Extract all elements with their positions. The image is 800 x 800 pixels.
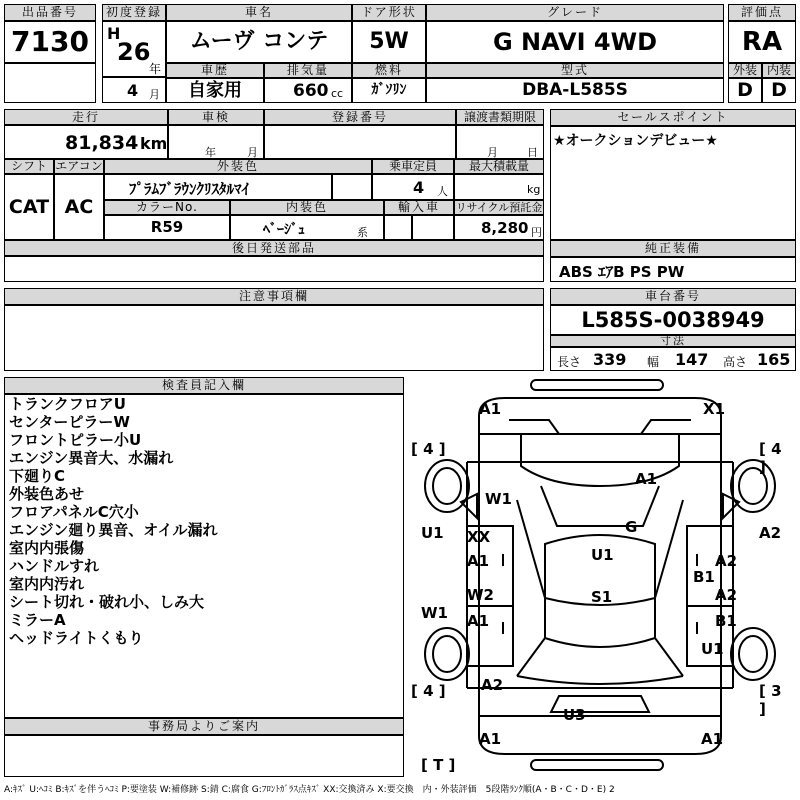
chassis-number: L585S-0038949 — [550, 305, 796, 335]
door-type: 5W — [352, 21, 426, 63]
recycle-header: リサイクル預託金 — [455, 201, 543, 214]
cc: 660 — [293, 81, 329, 101]
inspection-cell — [168, 125, 264, 159]
dmg-quarter-right: U1 — [701, 640, 724, 658]
dmg-fender-left: W1 — [485, 490, 512, 508]
interior-grade: D — [762, 78, 796, 103]
inspector-line: フロアパネルC穴小 — [9, 503, 139, 521]
ac: AC — [54, 174, 104, 240]
later-parts-header: 後日発送部品 — [4, 240, 544, 256]
history: 自家用 — [166, 78, 264, 103]
legend: A:ｷｽﾞ U:ﾍｺﾐ B:ｷｽﾞを伴うﾍｺﾐ P:要塗装 W:補修跡 S:錆 C:腐食 G:ﾌﾛﾝﾄｶﾞﾗｽ点ｷｽﾞ XX:交換済み X:要交換 内・外装評価 5段階ﾗﾝｸ順(A・B・C・D・E) 2 — [4, 785, 615, 795]
inspection-header: 車検 — [168, 109, 264, 125]
exterior-header: 外装 — [728, 63, 762, 78]
tire-front-right: [ 4 ] — [759, 440, 782, 476]
dmg-pillar-left: U1 — [421, 524, 444, 542]
notes-body — [4, 305, 544, 371]
capacity-unit: 人 — [437, 185, 448, 198]
inspection-year-unit: 年 — [205, 146, 216, 159]
genuine-equipment-body — [550, 257, 796, 282]
fuel-header: 燃料 — [352, 63, 426, 78]
era: H — [107, 24, 121, 43]
fuel: ｶﾞｿﾘﾝ — [352, 78, 426, 103]
damage-diagram — [409, 376, 791, 778]
mileage-cell — [4, 125, 168, 159]
lot-number: 7130 — [4, 21, 96, 63]
dmg-roof: U1 — [591, 546, 614, 564]
sales-point-header: セールスポイント — [550, 109, 796, 126]
dmg-door-l2-b: A1 — [467, 612, 490, 630]
interior-header: 内装 — [762, 63, 796, 78]
inspector-line: フロントピラー小U — [9, 431, 142, 449]
inspection-month-unit: 月 — [247, 146, 258, 159]
dmg-roof-2: S1 — [591, 588, 613, 606]
import-cell — [384, 215, 412, 240]
inspector-line: シート切れ・破れ小、しみ大 — [9, 593, 205, 611]
inspector-header: 検査員記入欄 — [4, 377, 404, 394]
inspector-line: エンジン異音大、水漏れ — [9, 449, 174, 467]
dimensions-header: 寸法 — [550, 335, 796, 347]
transfer-cell — [456, 125, 544, 159]
dmg-hood: A1 — [635, 470, 658, 488]
car-name: ムーヴ コンテ — [166, 21, 352, 63]
tire-rear-left: [ 4 ] — [411, 682, 446, 700]
dmg-bottom-right: A1 — [701, 730, 724, 748]
cc-unit: cc — [331, 87, 344, 100]
length: 339 — [593, 350, 627, 369]
tire-rear-right: [ 3 ] — [759, 682, 782, 718]
reg-month-unit: 月 — [149, 88, 160, 101]
capacity: 4 — [413, 178, 425, 197]
model: DBA-L585S — [426, 78, 724, 103]
height-label: 高さ — [723, 355, 748, 369]
dmg-door-l2-a: W2 — [467, 586, 494, 604]
ac-header: エアコン — [55, 159, 103, 173]
dmg-door-r1-b: B1 — [693, 568, 715, 586]
sales-point-body — [550, 126, 796, 240]
first-reg-year-cell — [102, 21, 166, 77]
inspector-line: 室内内汚れ — [9, 575, 85, 593]
colorno-header: カラーNo. — [104, 200, 230, 215]
dimensions-body — [550, 347, 796, 371]
chassis-header: 車台番号 — [550, 288, 796, 305]
capacity-header: 乗車定員 — [372, 159, 454, 174]
capacity-cell — [372, 174, 454, 200]
car-outline — [409, 376, 791, 778]
inspector-body — [4, 394, 404, 718]
dmg-tailgate: U3 — [563, 706, 586, 724]
dmg-top-left: A1 — [479, 400, 502, 418]
reg-year: 26 — [117, 38, 151, 66]
color-cell — [104, 174, 332, 200]
inspector-line: エンジン廻り異音、オイル漏れ — [9, 521, 218, 539]
import-header: 輸入車 — [384, 200, 454, 215]
width: 147 — [675, 350, 709, 369]
regno-cell — [264, 125, 456, 159]
mileage-unit: km — [140, 134, 168, 153]
length-label: 長さ — [557, 355, 582, 369]
interior-color-unit: 系 — [357, 226, 368, 239]
inspector-line: 外装色あせ — [9, 485, 85, 503]
dmg-rocker-left: W1 — [421, 604, 448, 622]
grade: G NAVI 4WD — [426, 21, 724, 63]
recycle: 8,280 — [481, 219, 529, 237]
dmg-door-r2-a: A2 — [715, 586, 738, 604]
dmg-door-l1-b: A1 — [467, 552, 490, 570]
genuine-equipment: ABS ｴｱB PS PW — [559, 263, 685, 281]
interior-color-cell — [230, 215, 384, 240]
office-body — [4, 735, 404, 777]
genuine-equipment-header: 純正装備 — [550, 240, 796, 257]
dmg-pillar-right: A2 — [759, 524, 782, 542]
load-unit: kg — [527, 183, 541, 196]
inspector-line: 下廻りC — [9, 467, 66, 485]
notes-header: 注意事項欄 — [4, 288, 544, 305]
color: ﾌﾟﾗﾑﾌﾞﾗｳﾝｸﾘｽﾀﾙﾏｲ — [129, 180, 250, 198]
load-header: 最大積載量 — [454, 159, 544, 174]
regno-header: 登録番号 — [264, 109, 456, 125]
lot-blank — [4, 63, 96, 103]
inspector-lines — [9, 395, 218, 647]
dmg-windshield: G — [625, 518, 638, 536]
sales-point-text: ★オークションデビュー★ — [553, 133, 718, 149]
history-header: 車歴 — [166, 63, 264, 78]
dmg-door-r2-b: B1 — [715, 612, 737, 630]
grade-header: グレード — [426, 4, 724, 21]
dmg-door-r1-a: A2 — [715, 552, 738, 570]
dmg-bottom-left: A1 — [479, 730, 502, 748]
load-cell — [454, 174, 544, 200]
lot-number-header: 出品番号 — [4, 4, 96, 21]
shift: CAT — [4, 174, 54, 240]
reg-year-unit: 年 — [149, 62, 162, 76]
reg-month: 4 — [127, 81, 139, 100]
door-header: ドア形状 — [352, 4, 426, 21]
recycle-unit: 円 — [531, 226, 542, 239]
transfer-header: 譲渡書類期限 — [456, 109, 544, 125]
spare-tire: [ T ] — [421, 756, 456, 774]
interior-color-header: 内装色 — [230, 200, 384, 215]
dmg-door-l1-a: XX — [467, 528, 491, 546]
exterior-grade: D — [728, 78, 762, 103]
inspector-line: トランクフロアU — [9, 395, 126, 413]
inspector-line: 室内内張傷 — [9, 539, 85, 557]
mileage: 81,834 — [65, 132, 139, 154]
import-cell-2 — [412, 215, 454, 240]
dmg-top-right: X1 — [703, 400, 726, 418]
shift-header: シフト — [4, 159, 54, 174]
inspector-line: ヘッドライトくもり — [9, 629, 144, 647]
score-header: 評価点 — [728, 4, 796, 21]
transfer-month-unit: 月 — [487, 146, 498, 159]
interior-color: ﾍﾞｰｼﾞｭ — [263, 222, 305, 238]
mileage-header: 走行 — [4, 109, 168, 125]
cc-header: 排気量 — [264, 63, 352, 78]
inspector-line: センターピラーW — [9, 413, 130, 431]
office-header: 事務局よりご案内 — [4, 718, 404, 735]
later-parts-body — [4, 256, 544, 282]
tire-front-left: [ 4 ] — [411, 440, 446, 458]
inspector-line: ハンドルすれ — [9, 557, 100, 575]
cc-cell — [264, 78, 352, 103]
first-reg-month-cell — [102, 77, 166, 103]
model-header: 型式 — [426, 63, 724, 78]
dmg-quarter-left: A2 — [481, 676, 504, 694]
colorno: R59 — [104, 215, 230, 240]
inspector-line: ミラーA — [9, 611, 66, 629]
height: 165 — [757, 350, 791, 369]
color-header: 外装色 — [104, 159, 372, 174]
transfer-day-unit: 日 — [527, 146, 538, 159]
recycle-cell — [454, 215, 544, 240]
width-label: 幅 — [647, 355, 660, 369]
car-name-header: 車名 — [166, 4, 352, 21]
score: RA — [728, 21, 796, 63]
color-extra-cell — [332, 174, 372, 200]
first-reg-header: 初度登録 — [102, 4, 166, 21]
